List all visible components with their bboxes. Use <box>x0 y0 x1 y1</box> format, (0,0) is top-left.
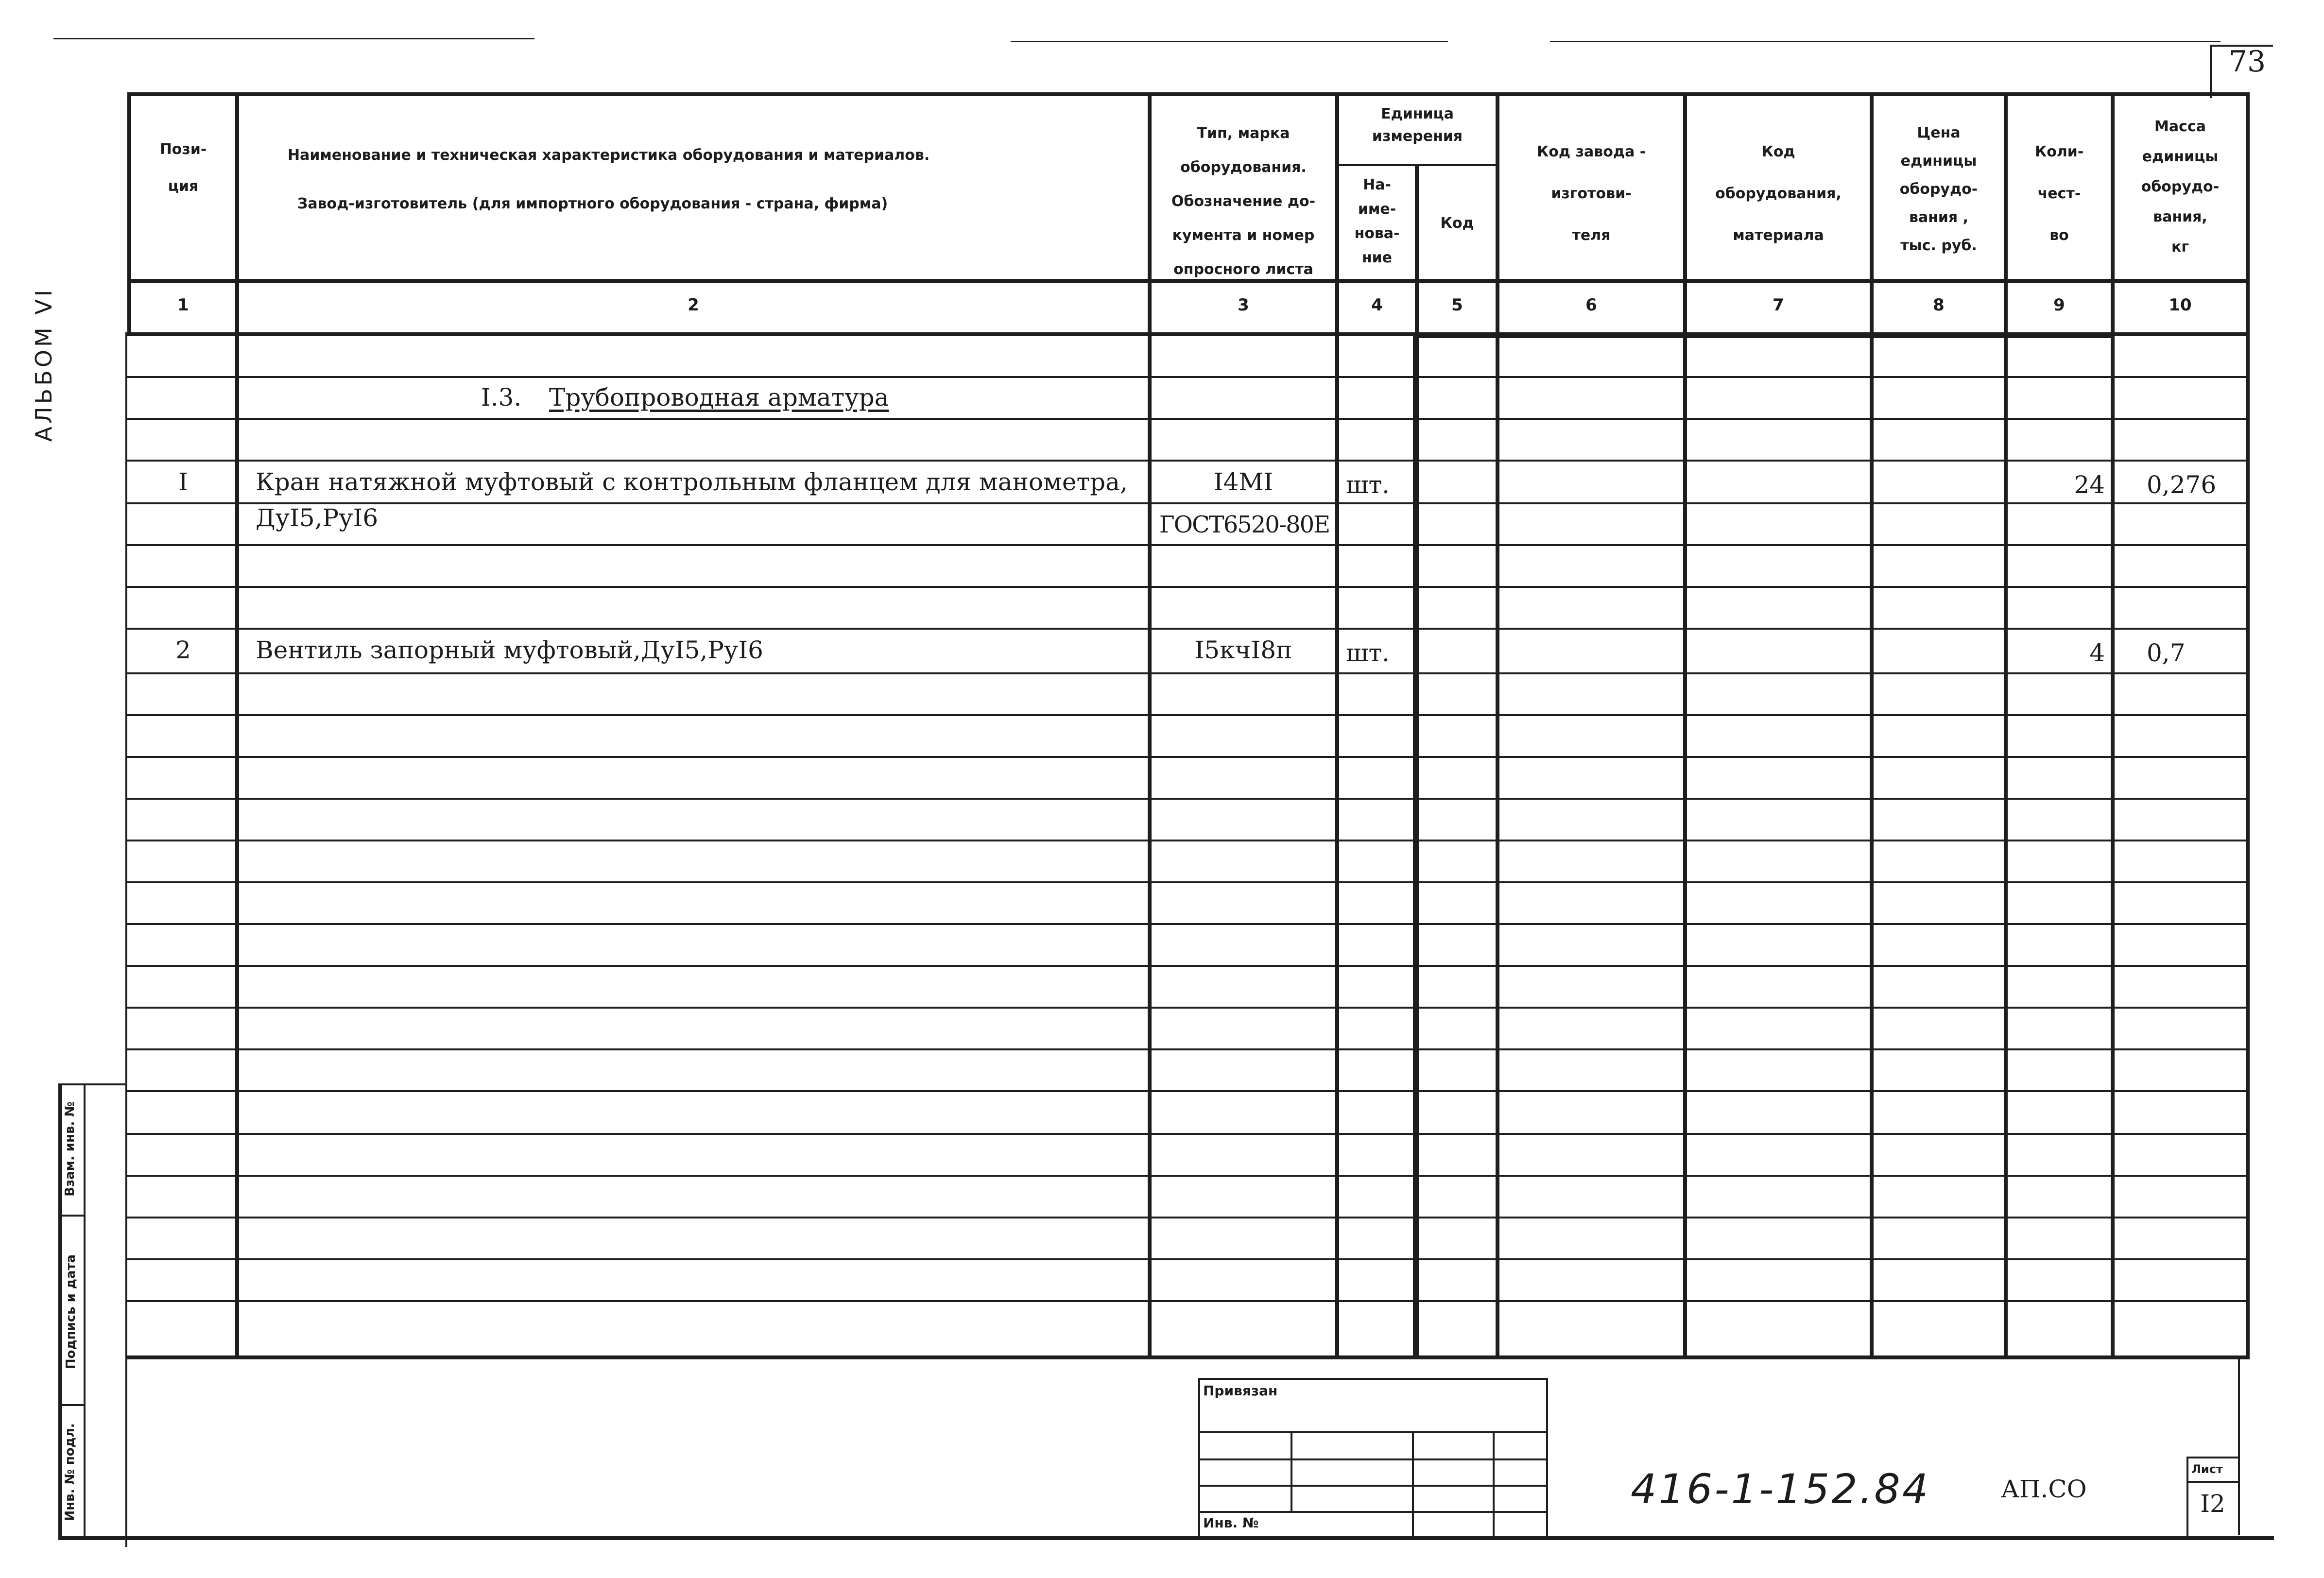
header-col9 <box>2008 131 2111 257</box>
table-row-line <box>127 1258 2248 1260</box>
row2-quantity: 4 <box>2089 639 2105 667</box>
header-col6-line3: теля <box>1572 227 1611 244</box>
table-row-line <box>127 1090 2248 1092</box>
header-col5: Код <box>1440 215 1474 232</box>
side-stamp-inner <box>84 1083 86 1540</box>
header-col8-line2: единицы <box>1900 153 1977 170</box>
col-border-3-4 <box>1335 92 1339 1359</box>
tb-grid-left <box>1198 1378 1200 1538</box>
column-number-9: 9 <box>2053 295 2065 315</box>
column-number-6: 6 <box>1585 295 1597 315</box>
header-col10-line1: Масса <box>2154 118 2206 135</box>
row2-position: 2 <box>175 636 191 664</box>
header-unit-group-line1: Единица <box>1381 105 1454 122</box>
header-col2-line2: Завод-изготовитель (для импортного оборудования - страна, фирма) <box>297 195 888 212</box>
table-row-line <box>127 376 2248 378</box>
header-col1-line2: ция <box>168 178 199 195</box>
top-rule-right <box>1550 41 2221 42</box>
header-unit-group-line2: измерения <box>1372 128 1463 145</box>
column-number-3: 3 <box>1238 295 1249 315</box>
header-col7 <box>1687 131 1870 257</box>
row1-type-line1: I4МI <box>1213 468 1274 496</box>
header-col4-line4: ние <box>1361 249 1393 266</box>
header-col8-line3: оборудо- <box>1899 181 1978 198</box>
header-col10-line5: кг <box>2171 239 2189 256</box>
table-row-line <box>127 923 2248 925</box>
page-number-box-left <box>2210 45 2212 98</box>
column-number-5: 5 <box>1451 295 1463 315</box>
body-bold-top <box>1413 334 2115 338</box>
column-number-7: 7 <box>1773 295 1784 315</box>
page-number: 73 <box>2228 45 2266 79</box>
header-col9-line3: во <box>2049 227 2069 244</box>
tb-grid-row3 <box>1198 1485 1548 1487</box>
table-row-line <box>127 1007 2248 1009</box>
column-number-2: 2 <box>688 295 699 315</box>
side-stamp-vzam: Взам. инв. № <box>63 1101 77 1197</box>
row2-mass: 0,7 <box>2147 639 2186 667</box>
header-col9-line1: Коли- <box>2034 143 2084 160</box>
header-col3-line4: кумента и номер <box>1172 227 1315 244</box>
album-label: АЛЬБОМ VI <box>31 287 57 442</box>
tb-grid-col3 <box>1493 1431 1495 1538</box>
row1-name-line2: ДуI5,РуI6 <box>256 504 379 532</box>
table-top-border <box>127 92 2250 96</box>
header-col3-line2: оборудования. <box>1180 159 1307 176</box>
row1-type-line2: ГОСТ6520-80Е <box>1159 511 1330 538</box>
tb-privyazan: Привязан <box>1203 1383 1278 1399</box>
frame-right-lower <box>2238 1355 2240 1535</box>
header-col9-line2: чест- <box>2037 185 2081 202</box>
header-col3 <box>1152 117 1335 287</box>
header-col7-line2: оборудования, <box>1715 185 1842 202</box>
col-border-8-9 <box>2004 92 2008 1359</box>
header-col4-line2: име- <box>1358 201 1396 218</box>
header-col6 <box>1499 131 1683 257</box>
side-stamp-div2 <box>58 1404 86 1406</box>
table-row-line <box>127 586 2248 588</box>
header-col3-line5: опросного листа <box>1173 261 1313 278</box>
col-border-2-3 <box>1148 92 1152 1359</box>
header-col6-line1: Код завода - <box>1536 143 1646 160</box>
sheet-number: I2 <box>2200 1490 2225 1518</box>
row1-mass: 0,276 <box>2147 471 2217 499</box>
header-col4-line3: нова- <box>1354 225 1400 242</box>
col-border-6-7 <box>1683 92 1687 1359</box>
table-row-line <box>127 1133 2248 1135</box>
table-row-line <box>127 798 2248 800</box>
side-stamp-podpis: Подпись и дата <box>64 1254 78 1370</box>
header-col8-line4: вания , <box>1909 209 1969 226</box>
header-col7-line3: материала <box>1733 227 1824 244</box>
table-row-line <box>127 756 2248 758</box>
header-col10-line4: вания, <box>2153 208 2207 225</box>
tb-grid-right <box>1546 1378 1548 1538</box>
table-row-line <box>127 418 2248 420</box>
header-col6-line2: изготови- <box>1551 185 1632 202</box>
header-col8-line1: Цена <box>1917 124 1961 141</box>
side-stamp-div1 <box>58 1215 86 1217</box>
tb-grid-row2 <box>1198 1458 1548 1460</box>
table-row-line <box>127 881 2248 883</box>
header-col10-line3: оборудо- <box>2141 178 2220 195</box>
tb-inv-no: Инв. № <box>1203 1515 1259 1531</box>
tb-grid-top <box>1198 1378 1548 1380</box>
body-bold-left <box>1413 332 1417 1359</box>
col-border-1-2 <box>235 92 239 1359</box>
side-stamp-top <box>58 1083 126 1085</box>
body-left-border <box>125 332 127 1547</box>
col-border-9-10 <box>2111 92 2115 1359</box>
col-border-right <box>2246 92 2250 1359</box>
sheet-label: Лист <box>2191 1462 2223 1476</box>
table-row-line <box>127 1175 2248 1177</box>
drawing-code: 416-1-152.84 <box>1631 1465 1930 1513</box>
row2-name-line1: Вентиль запорный муфтовый,ДуI5,РуI6 <box>256 636 763 664</box>
table-row-line <box>127 1048 2248 1050</box>
tb-grid-col1 <box>1291 1431 1292 1511</box>
row1-unit: шт. <box>1346 471 1390 499</box>
top-rule-mid <box>1011 41 1448 42</box>
col-border-7-8 <box>1870 92 1874 1359</box>
table-row-line <box>127 1300 2248 1302</box>
body-bottom-border <box>125 1355 2249 1359</box>
header-col4-line1: На- <box>1363 176 1391 193</box>
header-col2-line1: Наименование и техническая характеристика оборудования и материалов. <box>288 147 930 164</box>
row2-unit: шт. <box>1346 639 1390 667</box>
table-row-line <box>127 714 2248 716</box>
section-title: Трубопроводная арматура <box>549 383 889 412</box>
header-col7-line1: Код <box>1761 143 1795 160</box>
header-col8 <box>1874 119 2004 260</box>
sheet-box-top <box>2186 1457 2240 1458</box>
table-row-line <box>127 460 2248 462</box>
sheet-box-mid <box>2186 1481 2240 1483</box>
header-col3-line1: Тип, марка <box>1197 125 1290 142</box>
table-row-line <box>127 544 2248 546</box>
header-col8-line5: тыс. руб. <box>1900 237 1977 254</box>
top-rule-left <box>53 38 534 39</box>
tb-grid-row1 <box>1198 1431 1548 1433</box>
row1-quantity: 24 <box>2074 471 2105 499</box>
table-row-line <box>127 1217 2248 1218</box>
table-row-line <box>127 965 2248 967</box>
section-number: I.3. <box>481 383 522 412</box>
row2-type-line1: I5кчI8п <box>1194 636 1292 664</box>
col-border-left <box>127 92 131 335</box>
header-col1 <box>131 131 235 205</box>
doc-mark: АП.СО <box>2001 1475 2087 1503</box>
header-col1-line1: Пози- <box>159 141 207 158</box>
tb-grid-col2 <box>1412 1431 1414 1538</box>
header-col2 <box>239 131 1148 228</box>
side-stamp-inv-podl: Инв. № подл. <box>63 1423 77 1521</box>
header-col3-line3: Обозначение до- <box>1171 193 1316 210</box>
column-number-8: 8 <box>1933 295 1945 315</box>
table-row-line <box>127 502 2248 504</box>
unit-group-separator <box>1335 164 1498 166</box>
row1-position: I <box>178 468 188 496</box>
header-col10-line2: единицы <box>2142 148 2219 165</box>
col-border-5-6 <box>1496 92 1499 1359</box>
header-unit-group <box>1339 103 1496 148</box>
frame-bottom <box>58 1536 2274 1540</box>
table-row-line <box>127 840 2248 841</box>
header-col4 <box>1339 173 1415 270</box>
column-number-1: 1 <box>177 295 189 315</box>
tb-grid-row4 <box>1198 1511 1548 1513</box>
column-number-4: 4 <box>1371 295 1383 315</box>
column-number-10: 10 <box>2169 295 2192 315</box>
table-row-line <box>127 628 2248 630</box>
table-row-line <box>127 672 2248 674</box>
row1-name-line1: Кран натяжной муфтовый с контрольным фланцем для манометра, <box>256 468 1128 496</box>
header-col10 <box>2115 112 2246 262</box>
